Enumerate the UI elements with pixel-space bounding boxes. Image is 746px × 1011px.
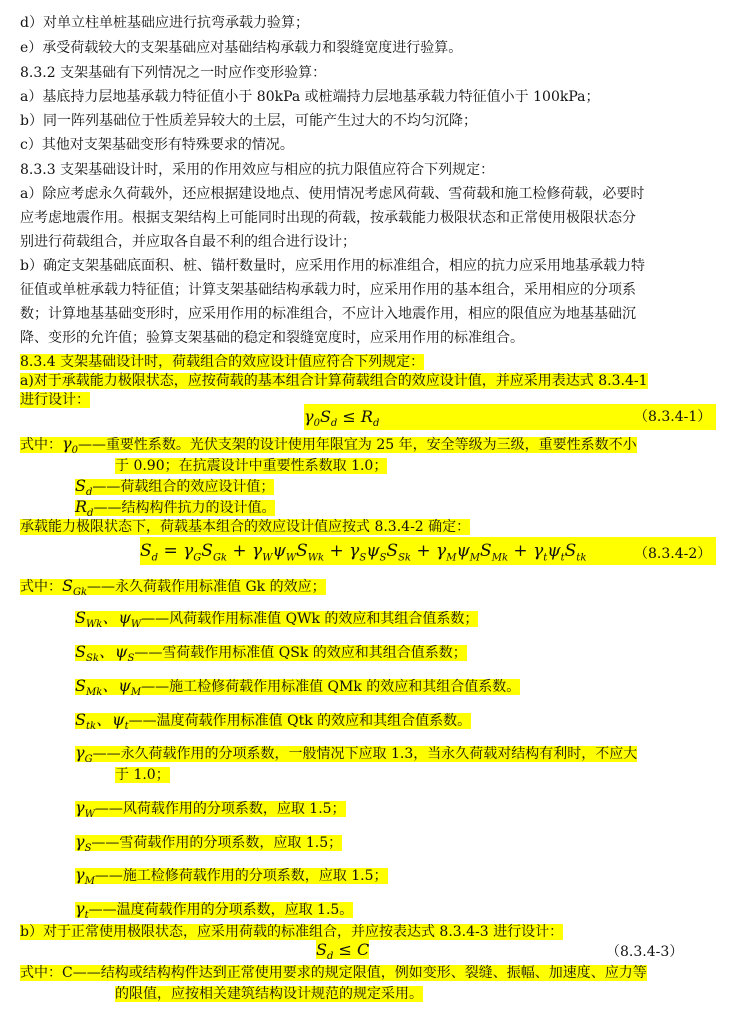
clause-8-3-2-a: a）基底持力层地基承载力特征值小于 80kPa 或桩端持力层地基承载力特征值小于 100kPa； xyxy=(20,89,600,105)
eq1-number: （8.3.4-1） xyxy=(634,409,712,425)
def2-gm: ——施工检修荷载作用的分项系数，应取 1.5； xyxy=(94,868,388,884)
clause-8-3-4-a-2: 进行设计： xyxy=(20,392,90,408)
clause-8-3-2-c: c）其他对支架基础变形有特殊要求的情况。 xyxy=(20,137,294,153)
clause-8-3-4-b: b）对于正常使用极限状态，应采用荷载的标准组合，并应按表达式 8.3.4-3 进行设计： xyxy=(20,924,564,940)
section-8-3-4: 8.3.4 支架基础设计时，荷载组合的效应设计值应符合下列规定： xyxy=(20,354,425,370)
clause-d: d）对单立柱单桩基础应进行抗弯承载力验算； xyxy=(20,15,309,31)
def2-smk: ——施工检修荷载作用标准值 QMk 的效应和其组合值系数。 xyxy=(141,679,521,695)
gs-symbol: $\gamma_S$ xyxy=(75,832,92,855)
clause-8-3-3-b-2: 征值或单桩承载力特征值；计算支架基础结构承载力时，应采用作用的基本组合，采用相应的分项系 xyxy=(20,282,636,298)
def2-stk: ——温度荷载作用标准值 Qtk 的效应和其组合值系数。 xyxy=(128,713,472,729)
def3-line2: 的限值，应按相关建筑结构设计规范的规定采用。 xyxy=(115,986,423,1002)
clause-8-3-3-b-3: 数；计算地基基础变形时，应采用作用的标准组合，不应计入地震作用，相应的限值应为地基基础沉 xyxy=(20,306,636,322)
eq2-number: （8.3.4-2） xyxy=(634,546,712,562)
def2-gg-cont: 于 1.0； xyxy=(115,767,170,783)
gm-symbol: $\gamma_M$ xyxy=(75,865,95,888)
ssk-symbol: $S_{Sk}$、$\psi_S$ xyxy=(75,642,135,665)
def1-gamma0: ——重要性系数。光伏支架的设计使用年限宜为 25 年，安全等级为三级，重要性系数不小 xyxy=(77,437,637,453)
def3-line1: 式中：C——结构或结构构件达到正常使用要求的规定限值，例如变形、裂缝、振幅、加速度、应力等 xyxy=(20,965,647,981)
clause-8-3-2-b: b）同一阵列基础位于性质差异较大的土层，可能产生过大的不均匀沉降； xyxy=(20,113,477,129)
equation-8-3-4-2: $S_d = \gamma_GS_{Gk} + \gamma_W\psi_WS_{Wk} + \gamma_S\psi_SS_{Sk} + \gamma_M\psi_MS_{Mk} + \gamma_t\psi_tS_{tk}$ xyxy=(140,537,716,565)
def1-prefix: 式中： xyxy=(20,437,62,453)
sd-symbol: $S_d$ xyxy=(75,476,93,499)
def1-sd: ——荷载组合的效应设计值； xyxy=(92,479,275,495)
clause-e: e）承受荷载较大的支架基础应对基础结构承载力和裂缝宽度进行验算。 xyxy=(20,40,463,56)
def2-sgk: ——永久荷载作用标准值 Gk 的效应； xyxy=(87,579,326,595)
def2-gg: ——永久荷载作用的分项系数，一般情况下应取 1.3，当永久荷载对结构有利时，不应大 xyxy=(92,746,638,762)
gg-symbol: $\gamma_G$ xyxy=(75,743,93,766)
clause-8-3-3-a-2: 应考虑地震作用。根据支架结构上可能同时出现的荷载，按承载能力极限状态和正常使用极限状态分 xyxy=(20,210,636,226)
def1-gamma0-cont: 于 0.90；在抗震设计中重要性系数取 1.0； xyxy=(115,458,388,474)
section-8-3-3: 8.3.3 支架基础设计时，采用的作用效应与相应的抗力限值应符合下列规定： xyxy=(20,162,495,178)
clause-8-3-3-b-1: b）确定支架基础底面积、桩、锚杆数量时，应采用作用的标准组合，相应的抗力应采用地基承载力特 xyxy=(20,258,645,274)
section-8-3-2: 8.3.2 支架基础有下列情况之一时应作变形验算： xyxy=(20,65,327,81)
def2-gt: ——温度荷载作用的分项系数，应取 1.5。 xyxy=(88,902,354,918)
swk-symbol: $S_{Wk}$、$\psi_W$ xyxy=(75,608,142,631)
rd-symbol: $R_d$ xyxy=(75,497,94,520)
def1-rd: ——结构构件抗力的设计值。 xyxy=(93,500,276,516)
equation-8-3-4-3: $S_d \le C$ xyxy=(316,940,370,963)
intro-8-3-4-2: 承载能力极限状态下，荷载基本组合的效应设计值应按式 8.3.4-2 确定： xyxy=(20,519,471,535)
eq3-number: （8.3.4-3） xyxy=(606,944,684,960)
clause-8-3-3-a-1: a）除应考虑永久荷载外，还应根据建设地点、使用情况考虑风荷载、雪荷载和施工检修荷载，必要时 xyxy=(20,186,645,202)
def2-prefix: 式中： xyxy=(20,579,62,595)
clause-8-3-3-b-4: 降、变形的允许值；验算支架基础的稳定和裂缝宽度时，应采用作用的标准组合。 xyxy=(20,330,524,346)
eq1-formula: $\gamma_0S_d \le R_d$ xyxy=(304,407,380,430)
clause-8-3-4-a-1: a)对于承载能力极限状态，应按荷载的基本组合计算荷载组合的效应设计值，并应采用表达式 8.3.4-1 xyxy=(20,373,648,389)
smk-symbol: $S_{Mk}$、$\psi_M$ xyxy=(75,676,142,699)
gamma0-symbol: $\gamma_0$ xyxy=(62,434,78,457)
gt-symbol: $\gamma_t$ xyxy=(75,899,89,922)
stk-symbol: $S_{tk}$、$\psi_t$ xyxy=(75,710,129,733)
def2-swk: ——风荷载作用标准值 QWk 的效应和其组合值系数； xyxy=(141,611,479,627)
gw-symbol: $\gamma_W$ xyxy=(75,798,95,821)
def2-gs: ——雪荷载作用的分项系数，应取 1.5； xyxy=(91,835,343,851)
sgk-symbol: $S_{Gk}$ xyxy=(62,576,88,599)
def2-gw: ——风荷载作用的分项系数，应取 1.5； xyxy=(94,801,346,817)
clause-8-3-3-a-3: 别进行荷载组合，并应取各自最不利的组合进行设计； xyxy=(20,234,356,250)
def2-ssk: ——雪荷载作用标准值 QSk 的效应和其组合值系数； xyxy=(134,645,467,661)
